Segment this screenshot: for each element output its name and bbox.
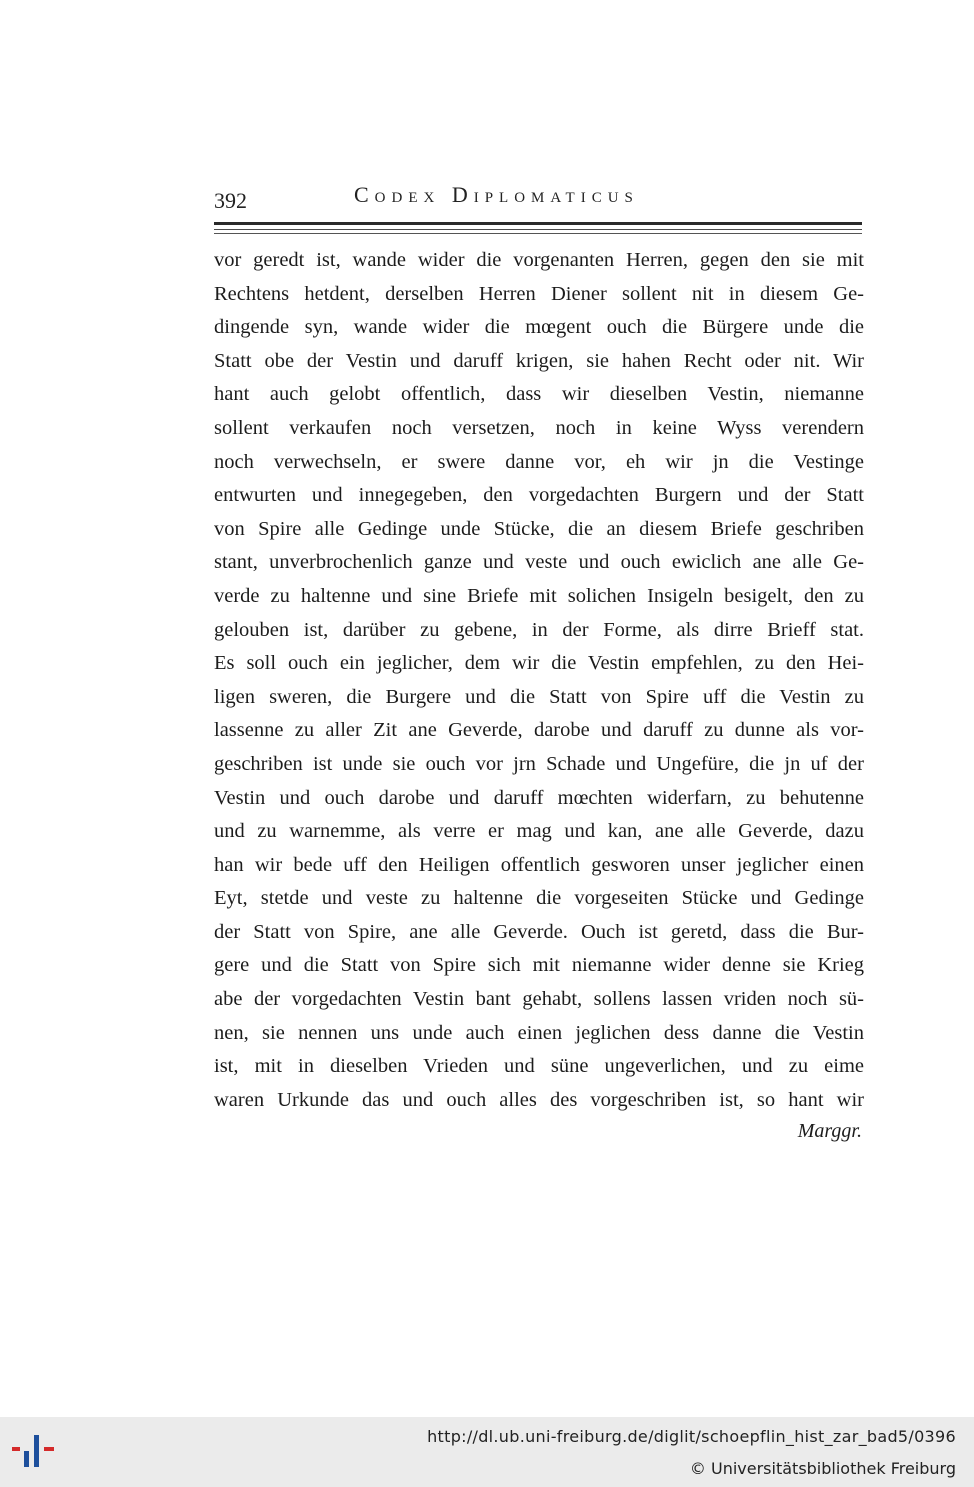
text-line: waren Urkunde das und ouch alles des vorgeschriben ist, so hant wir — [214, 1088, 864, 1111]
text-line: stant, unverbrochenlich ganze und veste und ouch ewiclich ane alle Ge- — [214, 551, 864, 574]
text-line: der Statt von Spire, ane alle Geverde. Ouch ist geretd, dass die Bur- — [214, 920, 864, 943]
text-line: noch verwechseln, er swere danne vor, eh wir jn die Vestinge — [214, 450, 864, 473]
text-line: gelouben ist, darüber zu gebene, in der Forme, als dirre Brieff stat. — [214, 618, 864, 641]
text-line: Rechtens hetdent, derselben Herren Diener sollent nit in diesem Ge- — [214, 282, 864, 305]
text-line: vor geredt ist, wande wider die vorgenanten Herren, gegen den sie mit — [214, 249, 864, 271]
text-line: Statt obe der Vestin und daruff krigen, sie hahen Recht oder nit. Wir — [214, 349, 864, 372]
text-line: sollent verkaufen noch versetzen, noch in keine Wyss verendern — [214, 416, 864, 439]
page-header — [214, 178, 864, 218]
text-line: ligen sweren, die Burgere und die Statt von Spire uff die Vestin zu — [214, 685, 864, 708]
text-line: abe der vorgedachten Vestin bant gehabt, sollens lassen vriden noch sü- — [214, 988, 864, 1011]
text-line: Vestin und ouch darobe und daruff mœchten widerfarn, zu behutenne — [214, 786, 864, 809]
logo-red-dash-right — [44, 1447, 54, 1451]
copyright-notice: © Universitätsbibliothek Freiburg — [689, 1459, 956, 1478]
text-line: gere und die Statt von Spire sich mit niemanne wider denne sie Krieg — [214, 954, 864, 977]
library-logo-icon — [12, 1431, 62, 1471]
text-line: von Spire alle Gedinge unde Stücke, die an diesem Briefe geschriben — [214, 517, 864, 540]
text-line: dingende syn, wande wider die mœgent ouch die Bürgere unde die — [214, 316, 864, 339]
header-rule-thin-second — [214, 233, 862, 234]
text-line: ist, mit in dieselben Vrieden und süne ungeverlichen, und zu eime — [214, 1055, 864, 1078]
text-line: verde zu haltenne und sine Briefe mit solichen Insigeln besigelt, den zu — [214, 584, 864, 607]
logo-red-dash-left — [12, 1447, 20, 1451]
text-line: entwurten und innegegeben, den vorgedachten Burgern und der Statt — [214, 484, 864, 507]
body-text — [214, 244, 864, 1117]
text-line: und zu warnemme, als verre er mag und kan, ane alle Geverde, dazu — [214, 820, 864, 843]
running-title: Codex Diplomaticus — [354, 182, 639, 207]
header-rule-thick — [214, 222, 862, 225]
logo-blue-bar-short — [24, 1451, 29, 1467]
header-rule — [214, 222, 862, 236]
text-line: Es soll ouch ein jeglicher, dem wir die Vestin empfehlen, zu den Hei- — [214, 652, 864, 675]
text-line: Eyt, stetde und veste zu haltenne die vorgeseiten Stücke und Gedinge — [214, 887, 864, 910]
text-line: nen, sie nennen uns unde auch einen jeglichen dess danne die Vestin — [214, 1021, 864, 1044]
header-rule-thin — [214, 229, 862, 230]
footer-bar — [0, 1417, 974, 1487]
text-line: hant auch gelobt offentlich, dass wir dieselben Vestin, niemanne — [214, 383, 864, 406]
source-url-link[interactable]: http://dl.ub.uni-freiburg.de/diglit/schoepflin_hist_zar_bad5/0396 — [427, 1427, 956, 1446]
page-number: 392 — [214, 188, 247, 213]
text-line: lassenne zu aller Zit ane Geverde, darobe und daruff zu dunne als vor- — [214, 719, 864, 742]
text-line: geschriben ist unde sie ouch vor jrn Schade und Ungefüre, die jn uf der — [214, 752, 864, 775]
logo-blue-bar-tall — [34, 1435, 39, 1467]
catchword: Marggr. — [797, 1120, 862, 1142]
text-line: han wir bede uff den Heiligen offentlich gesworen unser jeglicher einen — [214, 853, 864, 876]
